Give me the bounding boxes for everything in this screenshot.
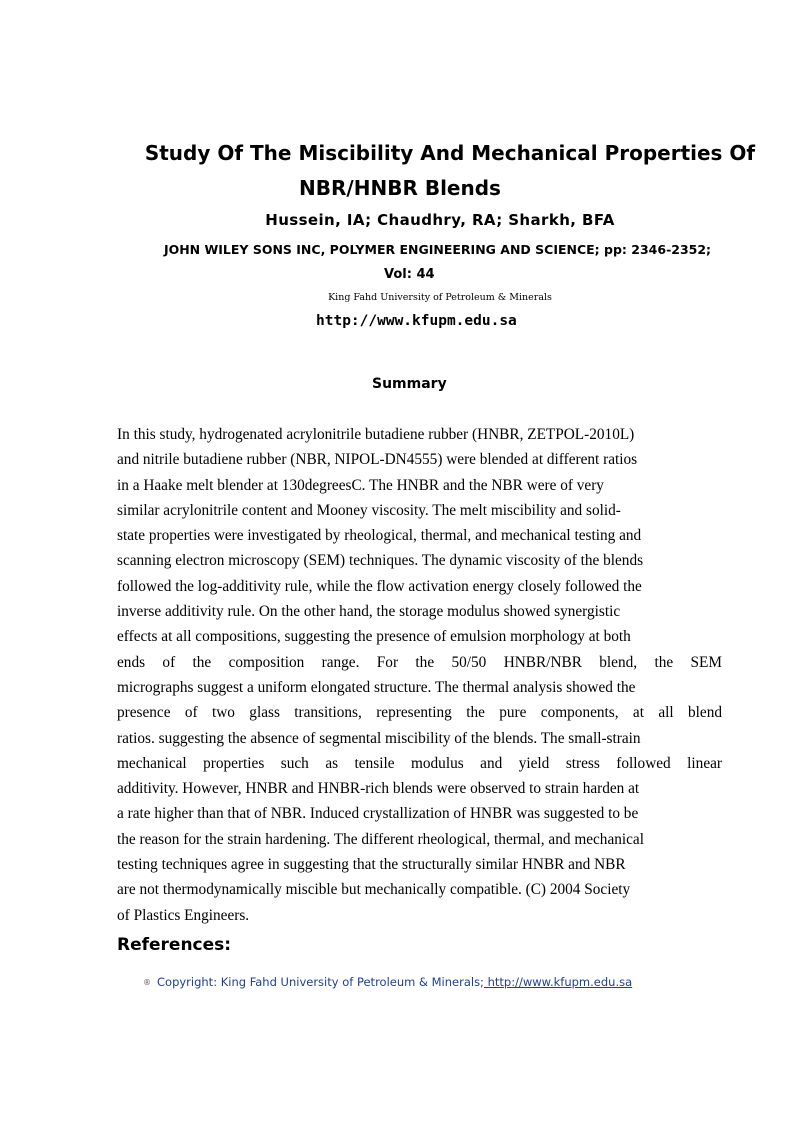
paper-title-line-1: Study Of The Miscibility And Mechanical Properties Of bbox=[144, 141, 756, 165]
abstract-line: In this study, hydrogenated acrylonitrile butadiene rubber (HNBR, ZETPOL-2010L) bbox=[117, 426, 635, 443]
authors: Hussein, IA; Chaudhry, RA; Sharkh, BFA bbox=[265, 211, 615, 229]
abstract-line: ratios. suggesting the absence of segmental miscibility of the blends. The small-strain bbox=[117, 729, 641, 747]
paper-title-line-2: NBR/HNBR Blends bbox=[299, 176, 501, 200]
abstract-line: in a Haake melt blender at 130degreesC. The HNBR and the NBR were of very bbox=[117, 476, 604, 494]
summary-heading: Summary bbox=[372, 376, 447, 392]
abstract-line: testing techniques agree in suggesting that the structurally similar HNBR and NBR bbox=[117, 856, 626, 874]
abstract-line: presence of two glass transitions, representing the pure components, at all blend bbox=[117, 704, 722, 722]
abstract-line: similar acrylonitrile content and Mooney viscosity. The melt miscibility and solid- bbox=[117, 501, 621, 519]
volume: Vol: 44 bbox=[384, 267, 435, 282]
copyright-line bbox=[143, 975, 632, 989]
references-heading: References: bbox=[117, 935, 232, 955]
abstract-line: scanning electron microscopy (SEM) techniques. The dynamic viscosity of the blends bbox=[117, 552, 644, 570]
copyright-mark: ® bbox=[143, 978, 151, 987]
abstract-line: the reason for the strain hardening. The different rheological, thermal, and mechanical bbox=[117, 830, 644, 848]
abstract-line: followed the log-additivity rule, while the flow activation energy closely followed the bbox=[117, 577, 642, 595]
abstract-line: effects at all compositions, suggesting the presence of emulsion morphology at both bbox=[117, 628, 631, 646]
abstract-line: a rate higher than that of NBR. Induced crystallization of HNBR was suggested to be bbox=[117, 805, 639, 823]
abstract-text bbox=[117, 422, 722, 928]
abstract-line: are not thermodynamically miscible but mechanically compatible. (C) 2004 Society bbox=[117, 881, 631, 899]
university-name: King Fahd University of Petroleum & Minerals bbox=[328, 292, 552, 303]
abstract-line: state properties were investigated by rheological, thermal, and mechanical testing and bbox=[117, 527, 642, 545]
abstract-line: additivity. However, HNBR and HNBR-rich blends were observed to strain harden at bbox=[117, 780, 640, 798]
abstract-line: micrographs suggest a uniform elongated structure. The thermal analysis showed the bbox=[117, 678, 636, 696]
copyright-link[interactable]: http://www.kfupm.edu.sa bbox=[483, 975, 633, 989]
abstract-line: inverse additivity rule. On the other hand, the storage modulus showed synergistic bbox=[117, 603, 621, 621]
abstract-line: of Plastics Engineers. bbox=[117, 906, 250, 924]
abstract-line: and nitrile butadiene rubber (NBR, NIPOL-DN4555) were blended at different ratios bbox=[117, 451, 638, 469]
abstract-line: mechanical properties such as tensile modulus and yield stress followed linear bbox=[117, 754, 722, 772]
abstract-line: ends of the composition range. For the 50/50 HNBR/NBR blend, the SEM bbox=[117, 653, 722, 671]
journal-info: JOHN WILEY SONS INC, POLYMER ENGINEERING AND SCIENCE; pp: 2346-2352; bbox=[163, 242, 712, 257]
copyright-text: Copyright: King Fahd University of Petroleum & Minerals; bbox=[157, 975, 484, 989]
website-url: http://www.kfupm.edu.sa bbox=[316, 313, 517, 329]
